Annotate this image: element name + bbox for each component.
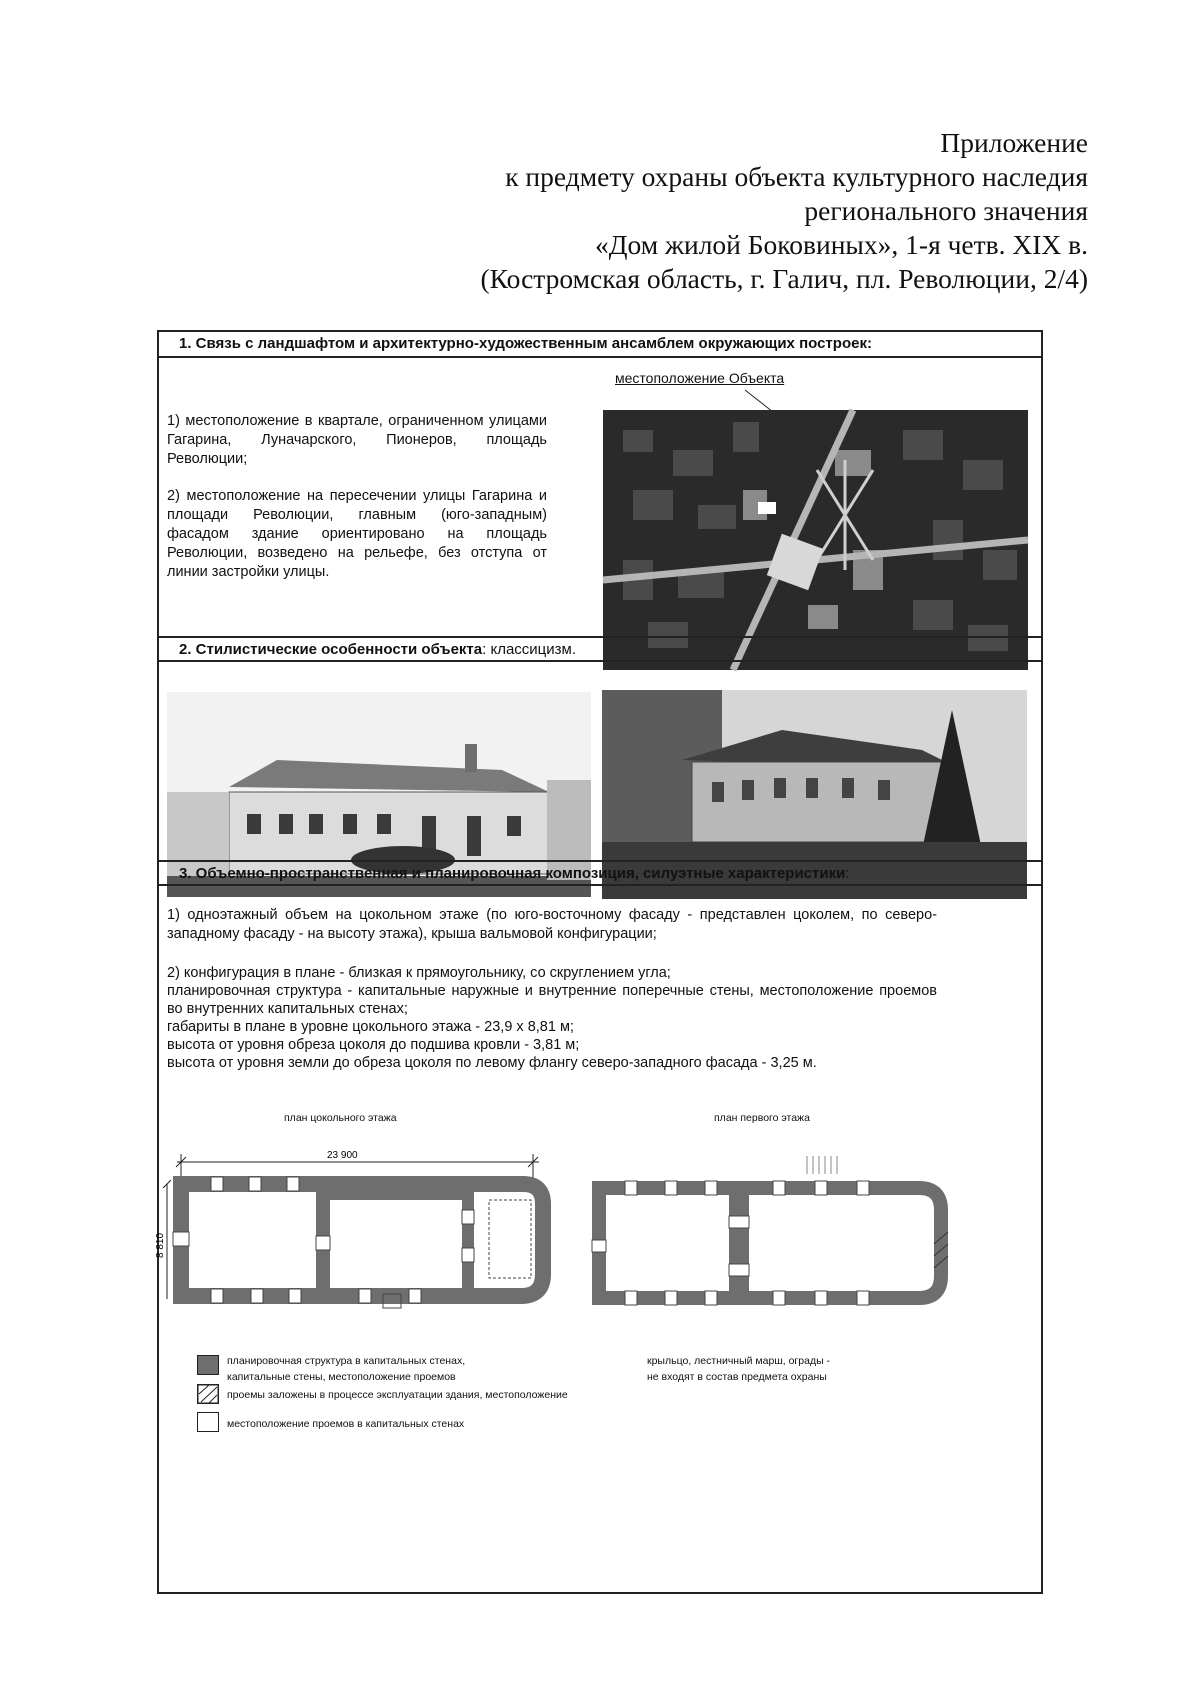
section-1-item-2: 2) местоположение на пересечении улицы Гагарина и площади Революции, главным (юго-западным) фасадом здание ориентировано на площадь Революции, возведено на рельефе, без отступа от линии застройки улицы. xyxy=(167,488,547,580)
legend-swatch-walls xyxy=(197,1355,219,1375)
porch-note-line-1: крыльцо, лестничный марш, ограды - xyxy=(647,1355,831,1367)
plan-1-label: план цокольного этажа xyxy=(284,1112,397,1124)
porch-note xyxy=(647,1353,830,1385)
legend-walls-line-1: планировочная структура в капитальных стенах, xyxy=(227,1355,466,1367)
item-2-line-4: высота от уровня обреза цоколя до подшива кровли - 3,81 м; xyxy=(167,1037,580,1053)
header-line-2: к предмету охраны объекта культурного наследия xyxy=(505,161,1088,192)
plan-2-label: план первого этажа xyxy=(714,1112,810,1124)
porch-note-line-2: не входят в состав предмета охраны xyxy=(647,1371,827,1383)
section-2-title-rest: : классицизм. xyxy=(482,641,576,658)
first-floor-plan xyxy=(589,1144,1029,1334)
section-3-title-bold: 3. Объемно-пространственная и планировочная композиция, силуэтные характеристики xyxy=(179,865,846,882)
aerial-map-image xyxy=(603,410,1028,670)
legend-walls-line-2: капитальные стены, местоположение проемов xyxy=(227,1371,456,1383)
protection-subject-frame xyxy=(157,330,1043,1594)
section-2-title-bold: 2. Стилистические особенности объекта xyxy=(179,641,483,658)
legend-walls xyxy=(227,1353,465,1385)
item-2-line-5: высота от уровня земли до обреза цоколя по левому флангу северо-западного фасада - 3,25 м. xyxy=(167,1055,817,1071)
legend-swatch-hatched xyxy=(197,1384,219,1404)
header-line-1: Приложение xyxy=(940,127,1088,158)
legend-swatch-openings xyxy=(197,1412,219,1432)
basement-floor-plan xyxy=(155,1144,579,1334)
header-line-5: (Костромская область, г. Галич, пл. Революции, 2/4) xyxy=(480,263,1088,294)
section-1-title: 1. Связь с ландшафтом и архитектурно-художественным ансамблем окружающих построек: xyxy=(159,332,1041,358)
item-2-line-3: габариты в плане в уровне цокольного этажа - 23,9 х 8,81 м; xyxy=(167,1019,574,1035)
header-line-3: регионального значения xyxy=(804,195,1088,226)
section-3-title-rest: : xyxy=(845,865,850,882)
plan-length-dimension: 23 900 xyxy=(327,1150,358,1161)
map-caption: местоположение Объекта xyxy=(615,370,785,386)
section-2-title xyxy=(159,636,1041,662)
section-3-title xyxy=(159,860,1041,886)
section-3-item-2 xyxy=(167,964,937,1072)
plan-width-dimension: 8 810 xyxy=(155,1232,166,1258)
section-1-item-1: 1) местоположение в квартале, ограниченном улицами Гагарина, Луначарского, Пионеров, площадь Революции; xyxy=(167,413,547,467)
appendix-header xyxy=(481,126,1088,296)
legend-closed-openings: проемы заложены в процессе эксплуатации здания, местоположение xyxy=(227,1389,568,1401)
legend-openings: местоположение проемов в капитальных стенах xyxy=(227,1418,465,1430)
header-line-4: «Дом жилой Боковиных», 1-я четв. XIX в. xyxy=(594,229,1088,260)
item-2-line-1: 2) конфигурация в плане - близкая к прямоугольнику, со скруглением угла; xyxy=(167,965,671,981)
item-2-line-2: планировочная структура - капитальные наружные и внутренние поперечные стены, местоположение проемов во внутренних капитальных стенах; xyxy=(167,983,937,1017)
section-3-item-1: 1) одноэтажный объем на цокольном этаже (по юго-восточному фасаду - представлен цоколем, по северо-западному фасаду - на высоту этажа), крыша вальмовой конфигурации; xyxy=(167,907,937,942)
